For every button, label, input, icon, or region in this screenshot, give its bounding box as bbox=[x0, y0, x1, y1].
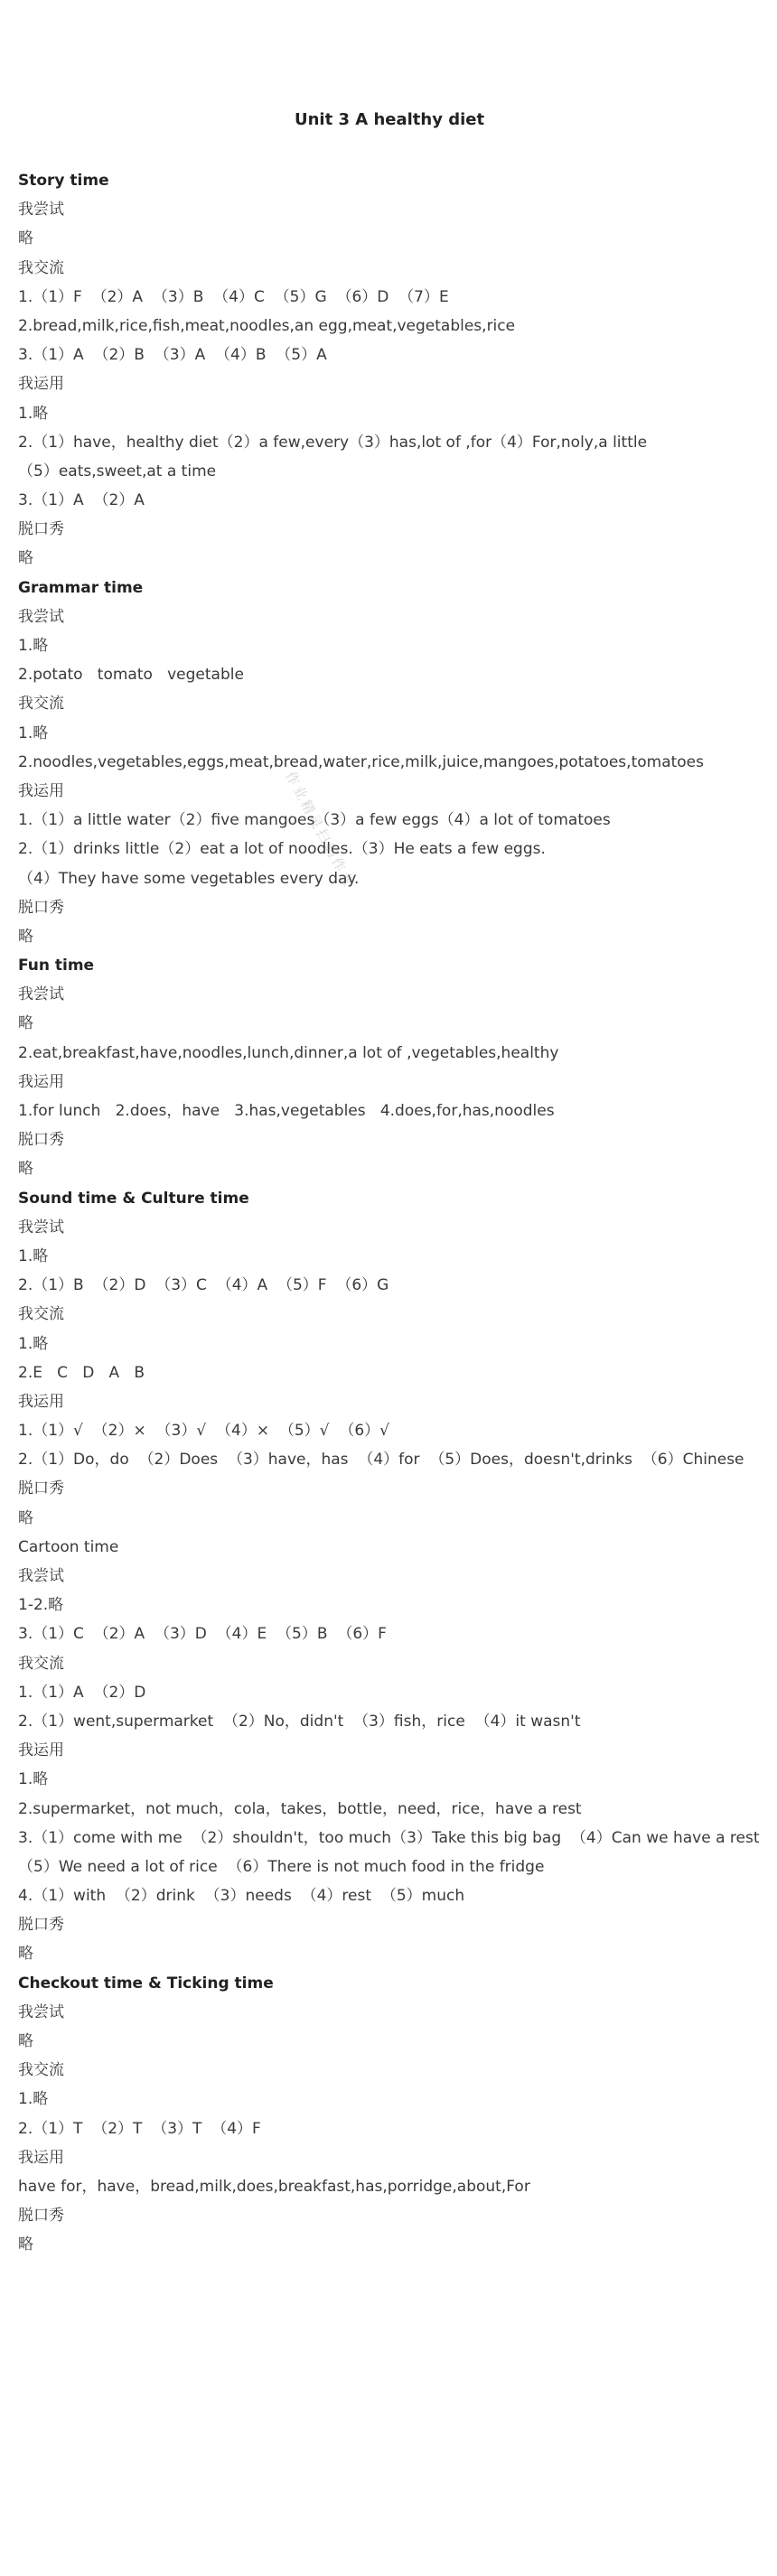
answer-line: 1.（1）a little water（2）five mangoes（3）a few eggs（4）a lot of tomatoes bbox=[18, 811, 611, 830]
answer-line: （5）eats,sweet,at a time bbox=[18, 462, 217, 481]
section-heading: Fun time bbox=[18, 957, 95, 975]
answer-line: 我运用 bbox=[18, 375, 64, 394]
answer-line: 我交流 bbox=[18, 1305, 64, 1324]
answer-line: 2.E C D A B bbox=[18, 1363, 145, 1382]
answer-line: 2.eat,breakfast,have,noodles,lunch,dinner,a lot of ,vegetables,healthy bbox=[18, 1043, 559, 1062]
answer-line: 2.（1）drinks little（2）eat a lot of noodles.（3）He eats a few eggs. bbox=[18, 840, 546, 859]
answer-line: 3.（1）A （2）A bbox=[18, 491, 145, 510]
answer-line: 我运用 bbox=[18, 1392, 64, 1411]
answer-line: 1.略 bbox=[18, 1770, 49, 1789]
answer-line: 我运用 bbox=[18, 1072, 64, 1091]
answer-line: 我尝试 bbox=[18, 201, 64, 219]
answer-line: 我运用 bbox=[18, 2148, 64, 2167]
answer-line: 3.（1）C （2）A （3）D （4）E （5）B （6）F bbox=[18, 1625, 387, 1644]
answer-line: 4.（1）with （2）drink （3）needs （4）rest （5）much bbox=[18, 1887, 465, 1906]
section-heading: Grammar time bbox=[18, 578, 144, 597]
answer-line: 2.potato tomato vegetable bbox=[18, 666, 244, 685]
answer-line: 略 bbox=[18, 1160, 33, 1179]
answer-line: 略 bbox=[18, 1508, 33, 1527]
answer-line: 我运用 bbox=[18, 1741, 64, 1760]
answer-line: 2.bread,milk,rice,fish,meat,noodles,an egg,meat,vegetables,rice bbox=[18, 316, 516, 335]
answer-line: 1.略 bbox=[18, 2090, 49, 2109]
answer-line: 2.（1）have，healthy diet（2）a few,every（3）has,lot of ,for（4）For,noly,a little bbox=[18, 433, 648, 452]
answer-line: 脱口秀 bbox=[18, 1479, 64, 1498]
answer-line: （4）They have some vegetables every day. bbox=[18, 869, 360, 888]
answer-line: 1.略 bbox=[18, 637, 49, 655]
answer-line: 我尝试 bbox=[18, 2002, 64, 2021]
answer-line: Cartoon time bbox=[18, 1537, 119, 1556]
answer-line: 2.（1）B （2）D （3）C （4）A （5）F （6）G bbox=[18, 1276, 389, 1295]
answer-line: 我尝试 bbox=[18, 607, 64, 626]
answer-line: 1.（1）√ （2）× （3）√ （4）× （5）√ （6）√ bbox=[18, 1422, 389, 1441]
answer-line: 脱口秀 bbox=[18, 1916, 64, 1935]
answer-line: 1.（1）A （2）D bbox=[18, 1683, 146, 1702]
answer-line: 2.noodles,vegetables,eggs,meat,bread,water,rice,milk,juice,mangoes,potatoes,tomatoes bbox=[18, 752, 704, 771]
answer-line: 我尝试 bbox=[18, 985, 64, 1004]
answer-line: 略 bbox=[18, 1014, 33, 1033]
answer-line: 1.（1）F （2）A （3）B （4）C （5）G （6）D （7）E bbox=[18, 287, 449, 306]
answer-line: 我交流 bbox=[18, 2061, 64, 2080]
answer-line: 2.supermarket，not much，cola，takes，bottle，need，rice，have a rest bbox=[18, 1799, 582, 1818]
answer-line: 3.（1）A （2）B （3）A （4）B （5）A bbox=[18, 346, 327, 365]
answer-line: 略 bbox=[18, 927, 33, 946]
section-heading: Story time bbox=[18, 172, 109, 190]
answer-line: 脱口秀 bbox=[18, 898, 64, 917]
answer-line: 我尝试 bbox=[18, 1218, 64, 1237]
answer-line: 脱口秀 bbox=[18, 520, 64, 539]
answer-line: 略 bbox=[18, 1945, 33, 1964]
answer-line: 略 bbox=[18, 2235, 33, 2254]
answer-line: 1.略 bbox=[18, 1246, 49, 1265]
answer-line: 我交流 bbox=[18, 695, 64, 714]
answer-line: 脱口秀 bbox=[18, 2207, 64, 2226]
answer-lines bbox=[18, 166, 777, 2260]
answer-line: have for，have，bread,milk,does,breakfast,has,porridge,about,For bbox=[18, 2177, 530, 2196]
answer-line: 1.for lunch 2.does，have 3.has,vegetables 4.does,for,has,noodles bbox=[18, 1102, 555, 1120]
answer-line: 略 bbox=[18, 549, 33, 568]
answer-line: 我尝试 bbox=[18, 1567, 64, 1585]
section-heading: Checkout time & Ticking time bbox=[18, 1974, 274, 1993]
answer-line: 3.（1）come with me （2）shouldn't，too much（3）Take this big bag （4）Can we have a rest bbox=[18, 1828, 760, 1847]
answer-line: 我交流 bbox=[18, 258, 64, 277]
answer-line: 我运用 bbox=[18, 781, 64, 800]
answer-line: 1-2.略 bbox=[18, 1596, 64, 1615]
answer-line: 1.略 bbox=[18, 723, 49, 742]
watermark: 作业精灵扫码作业 bbox=[282, 768, 358, 891]
answer-line: 略 bbox=[18, 229, 33, 248]
answer-line: 我交流 bbox=[18, 1654, 64, 1673]
answer-line: 略 bbox=[18, 2032, 33, 2050]
page-title: Unit 3 A healthy diet bbox=[295, 110, 485, 129]
answer-line: 脱口秀 bbox=[18, 1131, 64, 1150]
answer-line: 2.（1）Do，do （2）Does （3）have，has （4）for （5）Does，doesn't,drinks （6）Chinese bbox=[18, 1451, 744, 1470]
answer-line: 2.（1）T （2）T （3）T （4）F bbox=[18, 2119, 261, 2138]
answer-line: 1.略 bbox=[18, 404, 49, 423]
answer-line: 1.略 bbox=[18, 1334, 49, 1353]
section-heading: Sound time & Culture time bbox=[18, 1189, 249, 1208]
answer-line: 2.（1）went,supermarket （2）No，didn't （3）fish，rice （4）it wasn't bbox=[18, 1712, 581, 1731]
answer-line: （5）We need a lot of rice （6）There is not much food in the fridge bbox=[18, 1857, 545, 1876]
